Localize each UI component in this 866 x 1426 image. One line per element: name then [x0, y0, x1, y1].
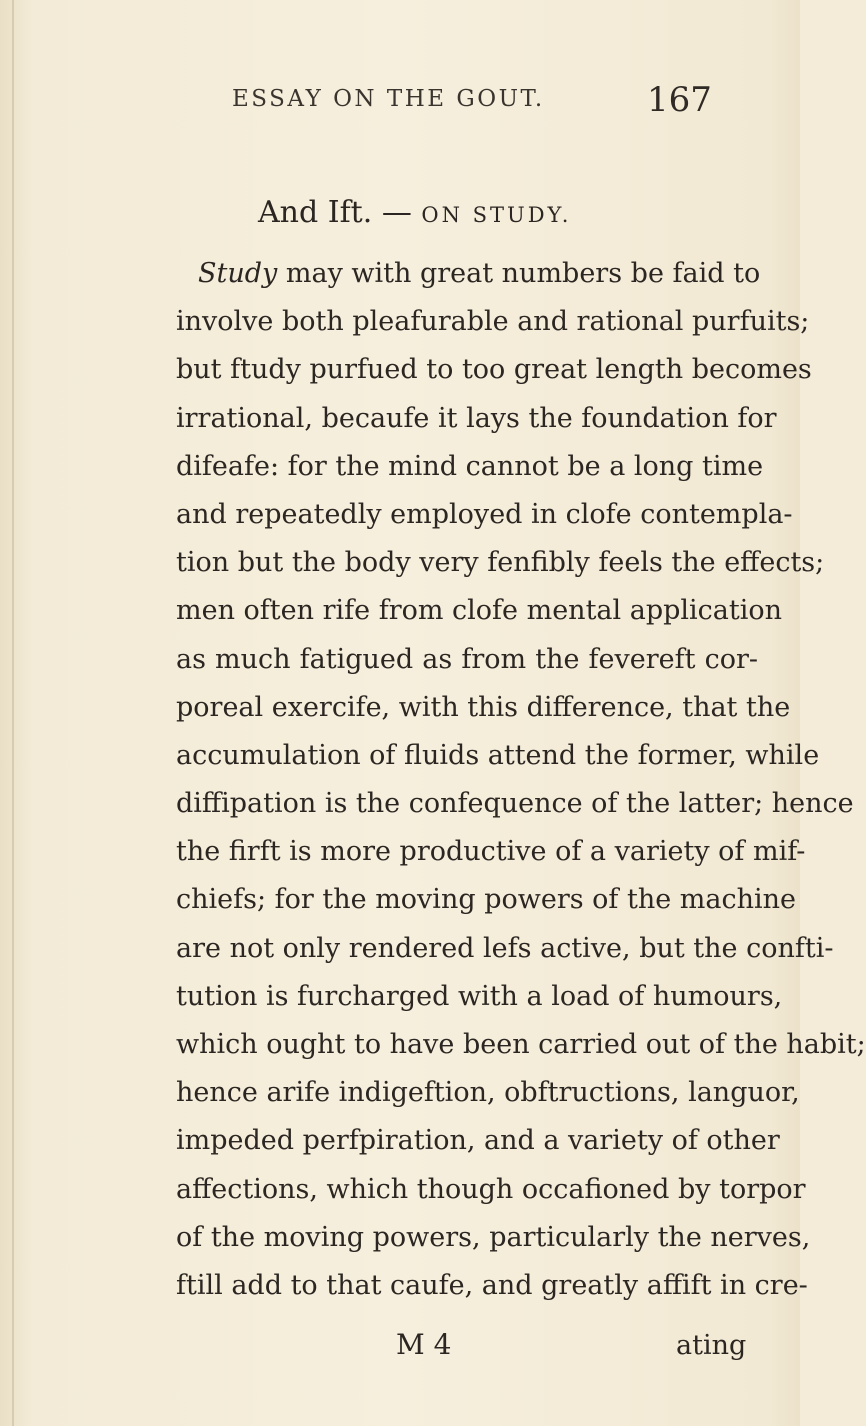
running-head	[0, 80, 800, 120]
text-line: tion but the body very fenfibly feels the effects;	[176, 547, 825, 579]
text-line: tution is furcharged with a load of humours,	[176, 980, 783, 1012]
text-line: but ftudy purfued to too great length becomes	[176, 354, 812, 386]
text-line: poreal exercife, with this difference, that the	[176, 691, 791, 723]
text-line: and repeatedly employed in clofe contempla-	[176, 498, 793, 530]
page-number: 167	[647, 80, 712, 120]
text-line: ftill add to that caufe, and greatly affift in cre-	[176, 1269, 808, 1301]
section-title: ON STUDY.	[421, 203, 572, 227]
text-line: chiefs; for the moving powers of the machine	[176, 884, 797, 916]
text-line: which ought to have been carried out of the habit;	[176, 1029, 866, 1060]
page-footer	[0, 1328, 800, 1372]
text-line: as much fatigued as from the fevereft cor-	[176, 643, 758, 675]
text-line: hence arife indigeftion, obftructions, languor,	[176, 1077, 800, 1109]
paragraph	[176, 250, 866, 1310]
text-line: involve both pleafurable and rational purfuits;	[176, 306, 810, 338]
section-heading	[258, 195, 571, 230]
text-line: accumulation of fluids attend the former, while	[176, 739, 820, 771]
catchword: ating	[676, 1330, 747, 1361]
first-word: Study	[198, 258, 278, 289]
text-line: difeafe: for the mind cannot be a long time	[176, 450, 764, 482]
text-line: impeded perfpiration, and a variety of other	[176, 1125, 780, 1157]
text-line: the firft is more productive of a variety of mif-	[176, 836, 806, 868]
text-line: men often rife from clofe mental application	[176, 595, 783, 627]
text-line: affections, which though occafioned by torpor	[176, 1173, 806, 1205]
text-line: diffipation is the confequence of the latter; hence	[176, 788, 854, 820]
text-line: are not only rendered lefs active, but the confti-	[176, 932, 834, 964]
running-title: ESSAY ON THE GOUT.	[232, 86, 545, 112]
section-dash: —	[372, 195, 422, 230]
text-line: of the moving powers, particularly the nerves,	[176, 1221, 811, 1253]
text-line: Study may with great numbers be faid to	[198, 258, 761, 289]
binding-gutter	[12, 0, 14, 1426]
section-number: And Ift.	[258, 195, 373, 230]
text-line: irrational, becaufe it lays the foundation for	[176, 402, 777, 434]
signature-mark: M 4	[396, 1328, 452, 1361]
